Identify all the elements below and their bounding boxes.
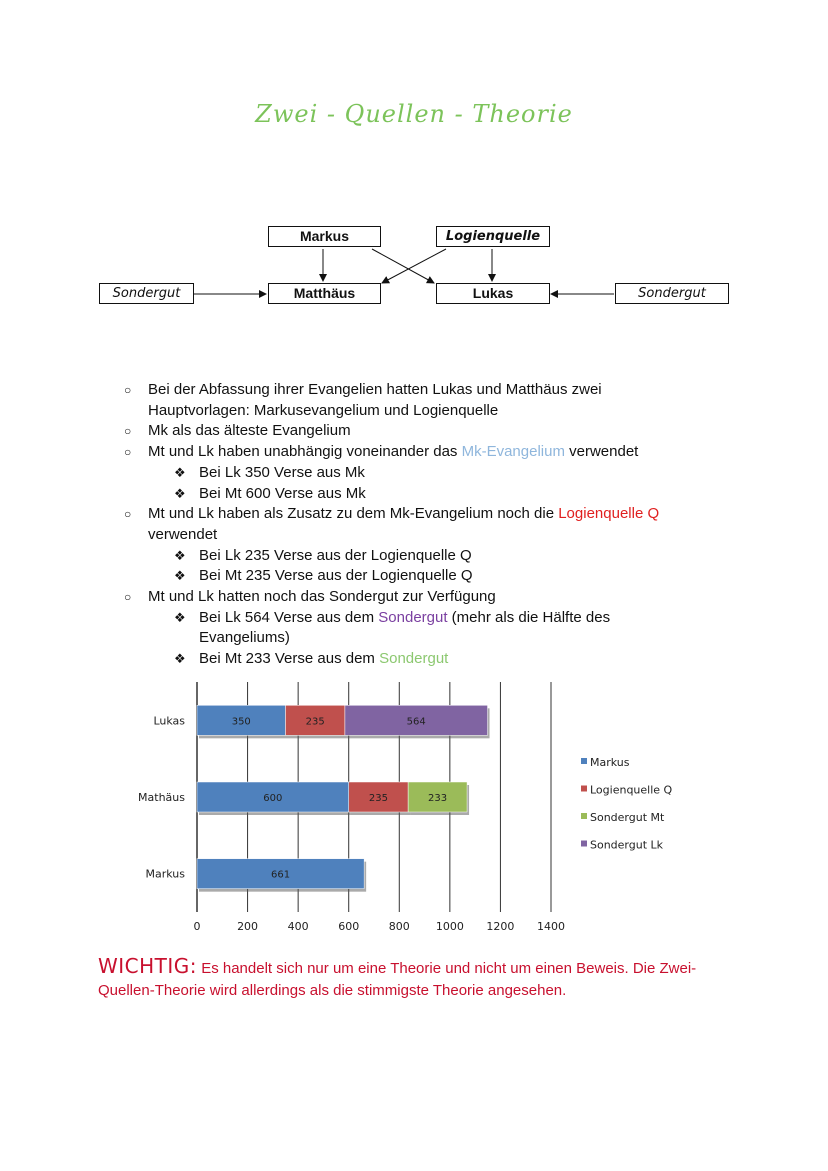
diamond-bullet-icon: ❖ xyxy=(174,547,186,563)
x-tick-label: 1400 xyxy=(537,920,565,933)
x-tick-label: 200 xyxy=(237,920,259,933)
y-category-label: Lukas xyxy=(153,714,185,728)
legend-label: Sondergut Lk xyxy=(590,838,664,852)
list-item: ○ Mt und Lk hatten noch das Sondergut zur Verfügung xyxy=(148,587,748,608)
x-tick-label: 600 xyxy=(338,920,360,933)
list-item-continuation: Hauptvorlagen: Markusevangelium und Logienquelle xyxy=(148,401,499,419)
note-label: WICHTIG: xyxy=(98,954,198,978)
list-item: ○ Bei der Abfassung ihrer Evangelien hatten Lukas und Matthäus zwei xyxy=(148,380,748,401)
box-markus: Markus xyxy=(268,226,381,247)
bar-data-label: 661 xyxy=(271,869,291,881)
sub-list-item: ❖ Bei Lk 564 Verse aus dem Sondergut (mehr als die Hälfte des xyxy=(199,608,719,629)
bar-data-label: 600 xyxy=(263,793,283,804)
sub-list-item: ❖ Bei Mt 233 Verse aus dem Sondergut xyxy=(199,649,719,670)
circle-bullet-icon: ○ xyxy=(124,590,132,604)
diamond-bullet-icon: ❖ xyxy=(174,485,186,501)
diamond-bullet-icon: ❖ xyxy=(174,609,186,625)
list-item-continuation: verwendet xyxy=(148,525,218,543)
circle-bullet-icon: ○ xyxy=(124,445,132,460)
bar-data-label: 235 xyxy=(368,793,388,804)
box-matthaeus: Matthäus xyxy=(268,283,381,304)
circle-bullet-icon: ○ xyxy=(124,507,132,522)
list-item: ○ Mt und Lk haben als Zusatz zu dem Mk-Evangelium noch die Logienquelle Q xyxy=(148,504,748,525)
y-category-label: Markus xyxy=(145,867,185,881)
bar-data-label: 235 xyxy=(305,716,325,728)
note-text: Es handelt sich nur um eine Theorie und nicht um einen Beweis. Die Zwei-Quellen-Theorie wird allerdings als die stimmigste Theorie angesehen. xyxy=(98,960,697,999)
legend-swatch xyxy=(581,786,587,792)
sub-list-item: ❖ Bei Lk 235 Verse aus der Logienquelle Q xyxy=(199,546,719,567)
legend-label: Logienquelle Q xyxy=(590,783,673,797)
bar-data-label: 233 xyxy=(428,793,448,804)
box-sondergut-right: Sondergut xyxy=(615,283,729,304)
bar-data-label: 564 xyxy=(406,716,426,728)
diamond-bullet-icon: ❖ xyxy=(174,651,186,667)
box-logienquelle: Logienquelle xyxy=(436,226,550,247)
legend-label: Markus xyxy=(590,756,630,769)
x-tick-label: 1000 xyxy=(435,920,464,933)
y-category-label: Mathäus xyxy=(138,791,185,804)
legend-swatch xyxy=(581,758,587,764)
legend-label: Sondergut Mt xyxy=(590,811,665,824)
x-tick-label: 1200 xyxy=(486,920,515,933)
list-item: ○ Mk als das älteste Evangelium xyxy=(148,421,748,442)
x-tick-label: 0 xyxy=(193,920,201,933)
x-tick-label: 800 xyxy=(388,920,410,933)
sub-list-item: ❖ Bei Mt 600 Verse aus Mk xyxy=(199,484,719,505)
x-tick-label: 400 xyxy=(287,920,309,933)
legend-swatch xyxy=(581,813,587,819)
box-sondergut-left: Sondergut xyxy=(99,283,194,304)
circle-bullet-icon: ○ xyxy=(124,424,132,439)
important-note xyxy=(98,955,738,1002)
list-item: ○ Mt und Lk haben unabhängig voneinander das Mk-Evangelium verwendet xyxy=(148,442,748,463)
legend-swatch xyxy=(581,841,587,847)
page-title: Zwei - Quellen - Theorie xyxy=(255,100,573,128)
sub-list-item: ❖ Bei Lk 350 Verse aus Mk xyxy=(199,463,719,484)
diamond-bullet-icon: ❖ xyxy=(174,464,186,480)
sub-list-item: ❖ Bei Mt 235 Verse aus der Logienquelle Q xyxy=(199,566,719,587)
diamond-bullet-icon: ❖ xyxy=(174,568,186,584)
box-lukas: Lukas xyxy=(436,283,550,304)
bar-data-label: 350 xyxy=(231,716,251,728)
sub-list-item-continuation: Evangeliums) xyxy=(199,629,290,647)
circle-bullet-icon: ○ xyxy=(124,383,132,397)
